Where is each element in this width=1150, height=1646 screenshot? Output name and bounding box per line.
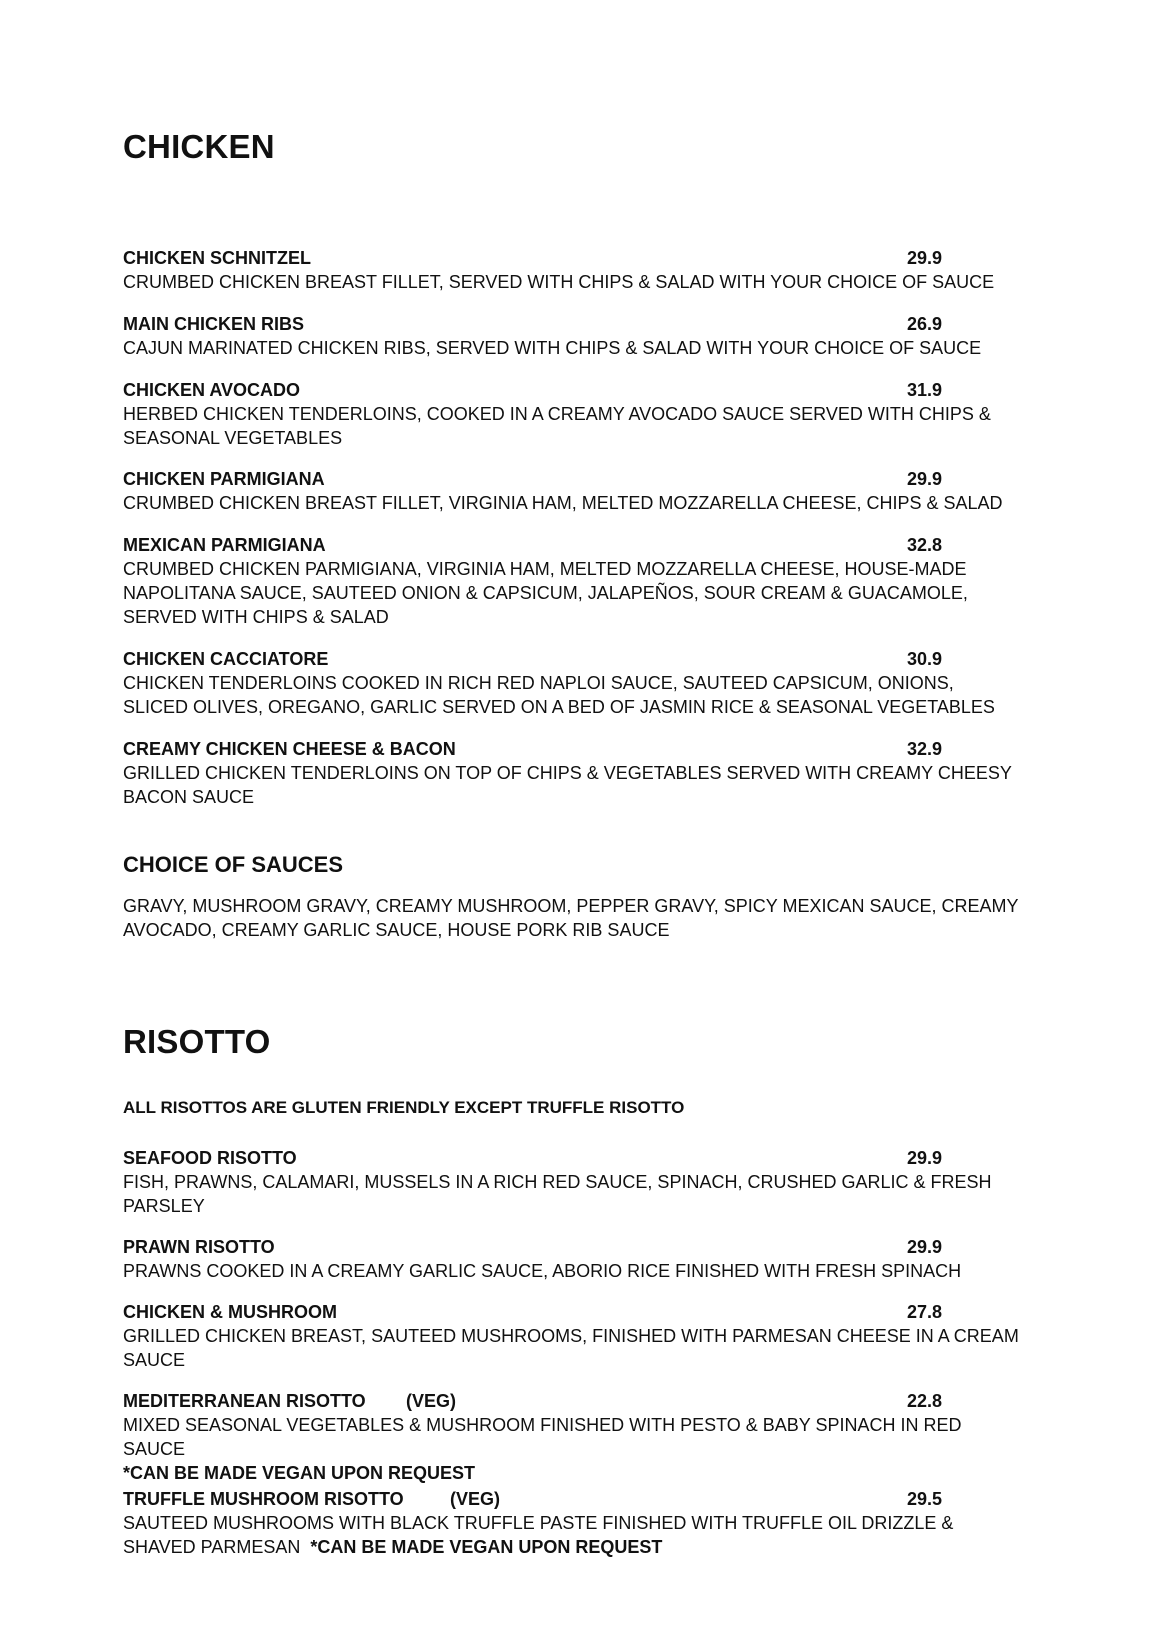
item-name: CHICKEN SCHNITZEL xyxy=(123,248,311,268)
item-description: GRILLED CHICKEN TENDERLOINS ON TOP OF CHIPS & VEGETABLES SERVED WITH CREAMY CHEESY BACON SAUCE xyxy=(123,763,1012,807)
item-description: CAJUN MARINATED CHICKEN RIBS, SERVED WITH CHIPS & SALAD WITH YOUR CHOICE OF SAUCE xyxy=(123,338,982,358)
item-price: 32.9 xyxy=(907,739,943,759)
menu-item xyxy=(123,378,1023,450)
item-name: SEAFOOD RISOTTO xyxy=(123,1148,297,1168)
item-description: FISH, PRAWNS, CALAMARI, MUSSELS IN A RICH RED SAUCE, SPINACH, CRUSHED GARLIC & FRESH PARSLEY xyxy=(123,1172,992,1216)
menu-item xyxy=(123,1146,1023,1218)
item-name: MEDITERRANEAN RISOTTO xyxy=(123,1391,366,1411)
item-price: 22.8 xyxy=(907,1391,943,1411)
menu-item xyxy=(123,647,1023,719)
item-description: CRUMBED CHICKEN BREAST FILLET, VIRGINIA HAM, MELTED MOZZARELLA CHEESE, CHIPS & SALAD xyxy=(123,493,1003,513)
section-title-risotto: RISOTTO xyxy=(123,1023,271,1060)
item-description: PRAWNS COOKED IN A CREAMY GARLIC SAUCE, ABORIO RICE FINISHED WITH FRESH SPINACH xyxy=(123,1261,962,1281)
menu-item xyxy=(123,1300,1023,1372)
item-price: 29.9 xyxy=(907,1237,943,1257)
item-price: 29.9 xyxy=(907,1148,943,1168)
section-title-sauces: CHOICE OF SAUCES xyxy=(123,852,344,877)
item-price: 29.9 xyxy=(907,469,943,489)
menu-item xyxy=(123,1389,1023,1485)
item-name: CHICKEN & MUSHROOM xyxy=(123,1302,337,1322)
vegan-note: *CAN BE MADE VEGAN UPON REQUEST xyxy=(310,1537,663,1557)
item-price: 26.9 xyxy=(907,314,943,334)
item-description: CHICKEN TENDERLOINS COOKED IN RICH RED NAPLOI SAUCE, SAUTEED CAPSICUM, ONIONS, SLICED OLIVES, OREGANO, GARLIC SERVED ON A BED OF JASMIN RICE & SEASONAL VEGETABLES xyxy=(123,673,995,717)
item-price: 29.9 xyxy=(907,248,943,268)
risotto-note: ALL RISOTTOS ARE GLUTEN FRIENDLY EXCEPT TRUFFLE RISOTTO xyxy=(123,1098,685,1117)
veg-tag: (VEG) xyxy=(406,1391,457,1411)
menu-item xyxy=(123,246,1023,294)
menu-item xyxy=(123,1235,1023,1283)
item-price: 27.8 xyxy=(907,1302,943,1322)
item-description: MIXED SEASONAL VEGETABLES & MUSHROOM FINISHED WITH PESTO & BABY SPINACH IN RED SAUCE xyxy=(123,1415,962,1459)
item-description: GRILLED CHICKEN BREAST, SAUTEED MUSHROOMS, FINISHED WITH PARMESAN CHEESE IN A CREAM SAUCE xyxy=(123,1326,1019,1370)
menu-item xyxy=(123,737,1023,809)
item-name: MAIN CHICKEN RIBS xyxy=(123,314,305,334)
menu-item xyxy=(123,1487,1023,1559)
item-name: PRAWN RISOTTO xyxy=(123,1237,275,1257)
item-description: CRUMBED CHICKEN BREAST FILLET, SERVED WITH CHIPS & SALAD WITH YOUR CHOICE OF SAUCE xyxy=(123,272,995,292)
item-price: 30.9 xyxy=(907,649,943,669)
section-title-chicken: CHICKEN xyxy=(123,128,275,165)
item-name: CHICKEN CACCIATORE xyxy=(123,649,329,669)
item-description: CRUMBED CHICKEN PARMIGIANA, VIRGINIA HAM, MELTED MOZZARELLA CHEESE, HOUSE-MADE NAPOLITANA SAUCE, SAUTEED ONION & CAPSICUM, JALAPEÑOS, SOUR CREAM & GUACAMOLE, SERVED WITH CHIPS & SALAD xyxy=(123,559,968,627)
veg-tag: (VEG) xyxy=(450,1489,501,1509)
item-name: CREAMY CHICKEN CHEESE & BACON xyxy=(123,739,456,759)
vegan-note: *CAN BE MADE VEGAN UPON REQUEST xyxy=(123,1463,476,1483)
item-price: 31.9 xyxy=(907,380,943,400)
item-price: 29.5 xyxy=(907,1489,943,1509)
menu-item xyxy=(123,533,1023,629)
item-name: CHICKEN AVOCADO xyxy=(123,380,301,400)
menu-item xyxy=(123,312,1023,360)
item-description: HERBED CHICKEN TENDERLOINS, COOKED IN A CREAMY AVOCADO SAUCE SERVED WITH CHIPS & SEASONAL VEGETABLES xyxy=(123,404,991,448)
sauces-list: GRAVY, MUSHROOM GRAVY, CREAMY MUSHROOM, PEPPER GRAVY, SPICY MEXICAN SAUCE, CREAMY AVOCADO, CREAMY GARLIC SAUCE, HOUSE PORK RIB SAUCE xyxy=(123,896,1019,940)
item-description-with-note xyxy=(123,1511,1023,1559)
item-price: 32.8 xyxy=(907,535,943,555)
item-name: CHICKEN PARMIGIANA xyxy=(123,469,325,489)
item-name: MEXICAN PARMIGIANA xyxy=(123,535,326,555)
item-description: SAUTEED MUSHROOMS WITH BLACK TRUFFLE PASTE FINISHED WITH TRUFFLE OIL DRIZZLE & SHAVED PARMESAN xyxy=(123,1513,954,1557)
item-name: TRUFFLE MUSHROOM RISOTTO xyxy=(123,1489,404,1509)
menu-item xyxy=(123,467,1023,515)
